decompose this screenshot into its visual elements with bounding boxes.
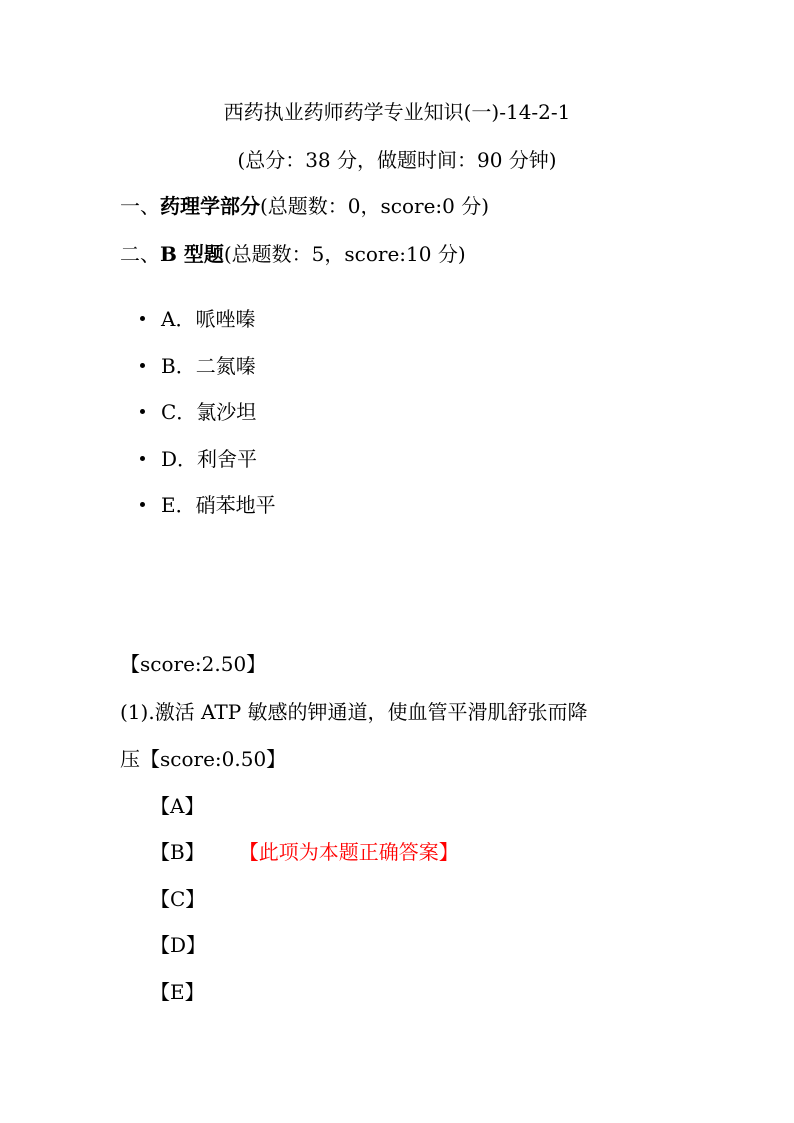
option-item-c [140, 398, 256, 426]
section-name: B 型题 [160, 242, 224, 266]
answer-label: 【B】 [150, 840, 205, 864]
option-label: E．硝苯地平 [161, 493, 276, 517]
answer-label: 【C】 [150, 887, 206, 911]
option-item-a [140, 305, 255, 333]
section-prefix: 一、 [120, 194, 160, 218]
correct-answer-note: 【此项为本题正确答案】 [248, 840, 459, 864]
document-title: 西药执业药师药学专业知识(一)-14-2-1 [223, 100, 571, 124]
option-label: A．哌唑嗪 [161, 307, 256, 331]
bullet-icon [140, 316, 145, 321]
section-info: (总题数：0，score:0 分) [260, 194, 490, 218]
option-item-e [140, 491, 276, 519]
option-item-d [140, 445, 257, 473]
option-label: B．二氮嗪 [161, 354, 256, 378]
document-subtitle: (总分：38 分，做题时间：90 分钟) [237, 148, 557, 172]
option-item-b [140, 352, 256, 380]
question-text-line-1: (1).激活 ATP 敏感的钾通道，使血管平滑肌舒张而降 [120, 700, 588, 724]
bullet-icon [140, 502, 145, 507]
answer-row-b [150, 838, 459, 866]
section-heading-1 [120, 192, 489, 220]
section-name: 药理学部分 [160, 194, 260, 218]
question-group-score: 【score:2.50】 [120, 652, 267, 676]
answer-row-c [150, 885, 205, 913]
answer-row-e [150, 978, 205, 1006]
answer-row-d [150, 931, 206, 959]
option-label: C．氯沙坦 [161, 400, 257, 424]
question-text-line-2: 压【score:0.50】 [120, 747, 287, 771]
answer-label: 【D】 [150, 933, 207, 957]
bullet-icon [140, 363, 145, 368]
option-label: D．利舍平 [161, 447, 258, 471]
section-info: (总题数：5，score:10 分) [223, 242, 466, 266]
section-heading-2 [120, 240, 466, 268]
bullet-icon [140, 456, 145, 461]
answer-label: 【A】 [150, 794, 205, 818]
section-prefix: 二、 [120, 242, 160, 266]
bullet-icon [140, 409, 145, 414]
answer-row-a [150, 792, 204, 820]
answer-label: 【E】 [150, 980, 205, 1004]
